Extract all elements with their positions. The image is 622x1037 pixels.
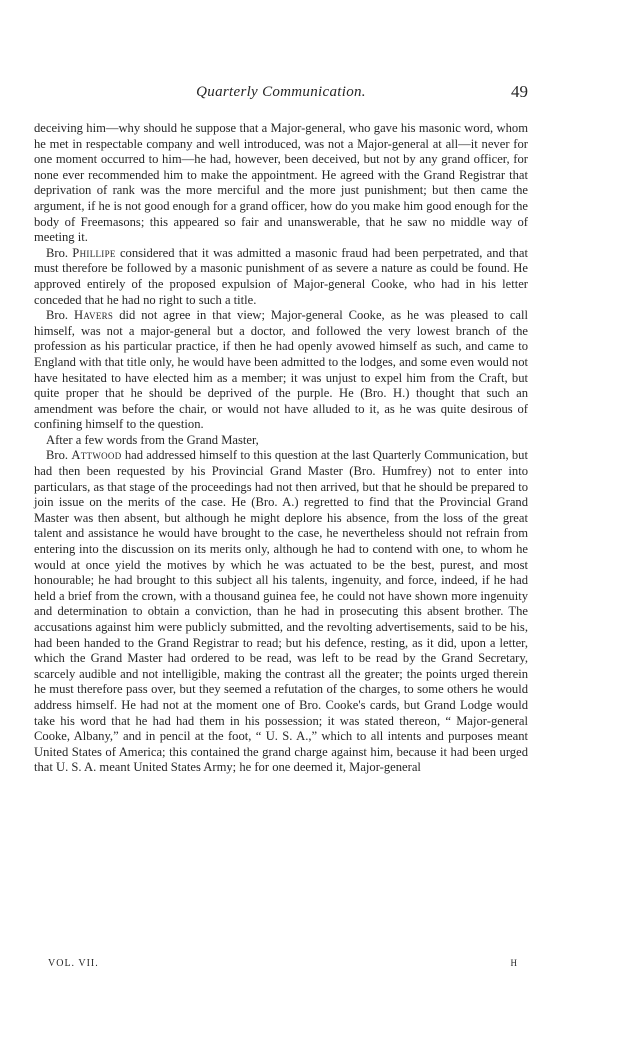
running-head [34,84,528,104]
paragraph-text: deceiving him—why should he suppose that a Major-general, who gave his masonic word, whom he met in respectable company and well introduced, was not a Major-general at all—it never for one moment occurred to him—he had, however, been deceived, but not by any grand officer, for none ever recommended him to make the appointment. He agreed with the Grand Registrar that deprivation of rank was the more merciful and the more just punishment; but then came the argument, if he is not good enough for a grand officer, how do you make him good enough for the body of Freemasons; this appeared so fair and unanswerable, that he saw no middle way of meeting it. [34,121,528,245]
paragraph-text: did not agree in that view; Major-general Cooke, as he was pleased to call himself, was not a major-general but a doctor, and followed the very lowest branch of the profession as his particular practice, if then he had openly avowed himself as such, and came to England with that title only, he would have been admitted to the lodges, and some even would not have hesitated to have elected him as a member; it was unjust to expel him from the Craft, but quite proper that he should be deprived of the purple. He (Bro. H.) thought that such an amendment was before the chair, or would not have alluded to it, as he was quite desirous of confining himself to the question. [34,308,529,432]
page-number: 49 [511,82,528,101]
volume-label: VOL. VII. [48,958,99,969]
signature-mark: H [510,958,518,968]
speaker-name: Attwood [71,448,122,463]
paragraph-grand-master [34,433,528,449]
page-title: Quarterly Communication. [196,84,366,100]
paragraph-text: considered that it was admitted a masonic fraud had been perpetrated, and that must therefore be followed by a masonic punishment of as severe a nature as could be found. He approved entirely of the proposed expulsion of Major-general Cooke, who had in his letter conceded that he had no right to such a title. [34,245,528,307]
paragraph-havers [34,308,528,433]
speaker-prefix: Bro. [46,308,69,323]
paragraph-text: had addressed himself to this question at the last Quarterly Communication, but had then been requested by his Provincial Grand Master (Bro. Humfrey) not to enter into particulars, as that stage of the proceedings had not then arrived, but that he should be prepared to join issue on the merits of the case. He (Bro. A.) regretted to find that the Provincial Grand Master was then absent, but although he might deplore his absence, from the loss of the great talent and assistance he would have brought to the case, he nevertheless should not refrain from entering into the discussion on its merits only, although he had to contend with one, to whom he would at once yield the motives by which he was actuated to be the best, purest, and most honourable; he had brought to this subject all his talents, ingenuity, and force, indeed, if he had held a brief from the crown, with a thousand guinea fee, he could not have shown more ingenuity and determination to obtain a conviction, than he had in prosecuting this absent brother. The accusations against him were publicly submitted, and the revolting advertisements, said to be his, had been handed to the Grand Registrar to read; but his defence, resting, as it did, upon a letter, which the Grand Master had ordered to be read, was left to be read by the Grand Secretary, scarcely audible and not intelligible, making the contrast all the greater; the points urged therein he must therefore pass over, but they seemed a refutation of the charges, to some others he would address himself. He had not at the moment one of Bro. Cooke's cards, but Grand Lodge would take his word that he had had them in his possession; it was stated thereon, “ Major-general Cooke, Albany,” and in pencil at the foot, “ U. S. A.,” which to all intents and purposes meant United States of America; this contained the grand charge against him, because it had been urged that U. S. A. meant United States Army; he for one deemed it, Major-general [34,448,528,775]
paragraph-continuation [34,121,528,246]
speaker-prefix: Bro. [46,245,69,260]
speaker-name: Phillipe [72,245,116,260]
page-footer [48,958,518,972]
body-text [34,121,528,776]
paragraph-text: After a few words from the Grand Master, [46,432,259,447]
speaker-prefix: Bro. [46,448,69,463]
paragraph-attwood [34,448,528,775]
speaker-name: Havers [74,308,114,323]
paragraph-phillipe [34,246,528,308]
